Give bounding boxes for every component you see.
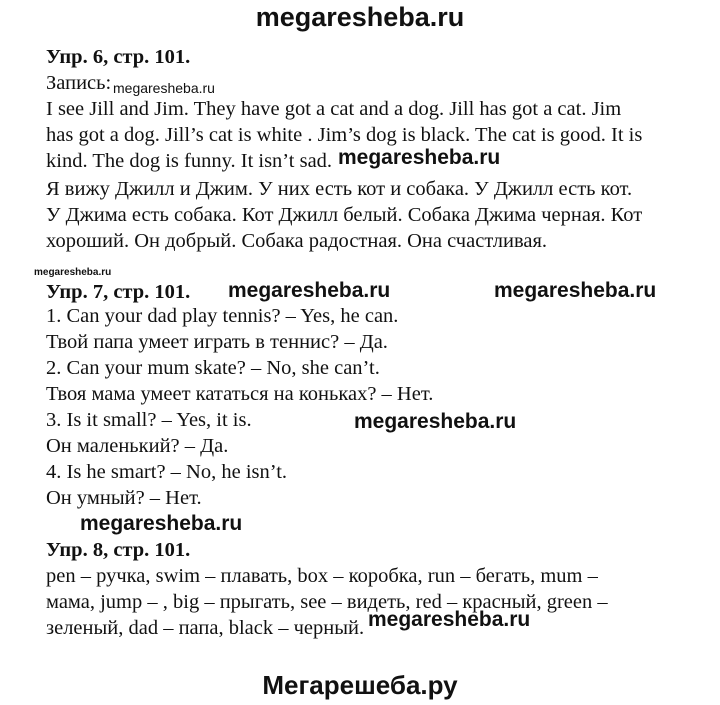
watermark-top: megaresheba.ru: [255, 2, 465, 32]
exercise-6-heading: Упр. 6, стр. 101.: [46, 46, 191, 68]
exercise-6-ru-line-1: Я вижу Джилл и Джим. У них есть кот и собака. У Джилл есть кот.: [46, 178, 633, 200]
watermark-small: megaresheba.ru: [113, 80, 215, 96]
exercise-6-en-line-3: kind. The dog is funny. It isn’t sad.: [46, 150, 333, 172]
exercise-7-line-3: 2. Can your mum skate? – No, she can’t.: [46, 357, 380, 379]
watermark-inline: megaresheba.ru: [80, 512, 243, 535]
exercise-8-line-3: зеленый, dad – папа, black – черный.: [46, 617, 365, 639]
exercise-6-en-line-2: has got a dog. Jill’s cat is white . Jim’s dog is black. The cat is good. It is: [46, 124, 643, 146]
exercise-7-line-5: 3. Is it small? – Yes, it is.: [46, 409, 252, 431]
exercise-8-line-2: мама, jump – , big – прыгать, see – видеть, red – красный, green –: [46, 591, 608, 613]
exercise-7-line-4: Твоя мама умеет кататься на коньках? – Нет.: [46, 383, 434, 405]
exercise-6-ru-line-3: хороший. Он добрый. Собака радостная. Она счастливая.: [46, 230, 548, 252]
exercise-7-heading: Упр. 7, стр. 101.: [46, 281, 191, 303]
exercise-7-line-1: 1. Can your dad play tennis? – Yes, he can.: [46, 305, 399, 327]
watermark-inline: megaresheba.ru: [368, 608, 531, 631]
watermark-inline: megaresheba.ru: [338, 146, 501, 169]
exercise-8-line-1: pen – ручка, swim – плавать, box – коробка, run – бегать, mum –: [46, 565, 598, 587]
exercise-7-line-7: 4. Is he smart? – No, he isn’t.: [46, 461, 288, 483]
watermark-bottom: Мегарешеба.ру: [262, 670, 458, 700]
watermark-inline: megaresheba.ru: [494, 279, 657, 302]
watermark-inline: megaresheba.ru: [354, 410, 517, 433]
exercise-6-label: Запись:: [46, 72, 112, 94]
exercise-7-line-8: Он умный? – Нет.: [46, 487, 202, 509]
exercise-8-heading: Упр. 8, стр. 101.: [46, 539, 191, 561]
exercise-7-line-6: Он маленький? – Да.: [46, 435, 229, 457]
watermark-inline: megaresheba.ru: [228, 279, 391, 302]
exercise-6-ru-line-2: У Джима есть собака. Кот Джилл белый. Собака Джима черная. Кот: [46, 204, 643, 226]
watermark-small: megaresheba.ru: [34, 267, 112, 278]
exercise-7-line-2: Твой папа умеет играть в теннис? – Да.: [46, 331, 388, 353]
exercise-6-en-line-1: I see Jill and Jim. They have got a cat and a dog. Jill has got a cat. Jim: [46, 98, 622, 120]
